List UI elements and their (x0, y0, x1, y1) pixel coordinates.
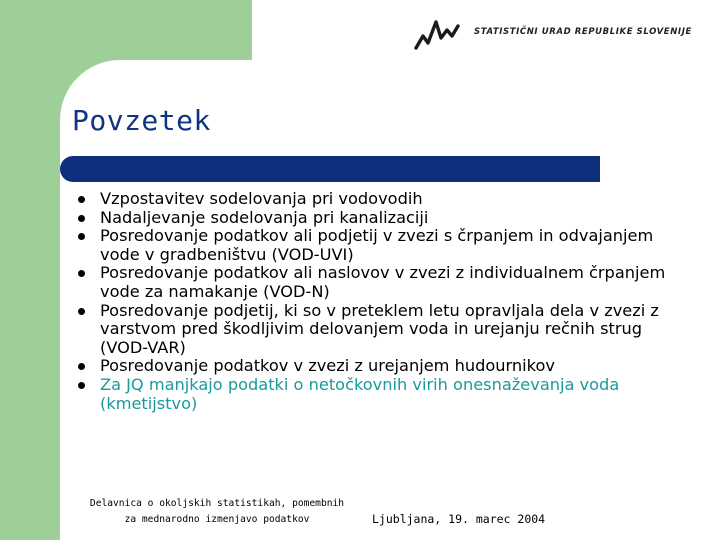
footer-event-line-2: za mednarodno izmenjavo podatkov (124, 514, 310, 525)
bullet-text: Posredovanje podjetij, ki so v preteklem letu opravljala dela v zvezi z varstvom pred škodljivim delovanjem voda in urejanju rečnih strug (VOD-VAR) (100, 300, 659, 357)
footer-place-date: Ljubljana, 19. marec 2004 (372, 512, 546, 526)
bullet-dot-icon (78, 308, 85, 315)
slide-title: Povzetek (72, 104, 211, 137)
bullet-text: Posredovanje podatkov v zvezi z urejanjem hudournikov (100, 356, 555, 376)
organization-name: STATISTIČNI URAD REPUBLIKE SLOVENIJE (474, 27, 692, 37)
bullet-dot-icon (78, 270, 85, 277)
bullet-text: Za JQ manjkajo podatki o netočkovnih virih onesnaževanja voda (kmetijstvo) (100, 374, 620, 413)
title-underline-bar (60, 156, 600, 182)
statistical-office-logo-icon (414, 14, 474, 54)
bullet-dot-icon (78, 382, 85, 389)
footer-event-line-1: Delavnica o okoljskih statistikah, pomembnih (89, 498, 345, 509)
bullet-item (78, 209, 678, 228)
footer-event-name (74, 496, 360, 528)
bullet-item (78, 190, 678, 209)
bullet-text: Nadaljevanje sodelovanja pri kanalizaciji (100, 207, 429, 227)
bullet-item (78, 302, 678, 358)
bullet-item-highlighted (78, 376, 678, 413)
bullet-item (78, 227, 678, 264)
bullet-dot-icon (78, 196, 85, 203)
bullet-list (78, 190, 678, 413)
bullet-item (78, 357, 678, 376)
bullet-dot-icon (78, 233, 85, 240)
header-logo (414, 14, 714, 54)
bullet-text: Posredovanje podatkov ali naslovov v zvezi z individualnem črpanjem vode za namakanje (VOD-N) (100, 263, 666, 301)
bullet-text: Posredovanje podatkov ali podjetij v zvezi s črpanjem in odvajanjem vode v gradbeništvu (VOD-UVI) (100, 226, 654, 264)
bullet-item (78, 264, 678, 301)
bullet-dot-icon (78, 363, 85, 370)
bullet-dot-icon (78, 215, 85, 222)
bullet-text: Vzpostavitev sodelovanja pri vodovodih (100, 189, 423, 208)
